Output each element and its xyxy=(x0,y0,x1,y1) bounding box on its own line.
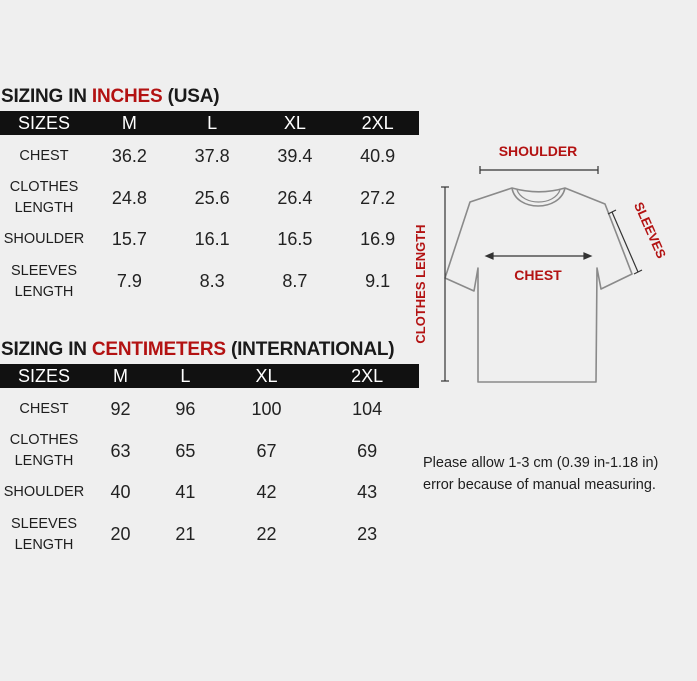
table-cell: 21 xyxy=(175,524,196,544)
row-label: SHOULDER xyxy=(3,484,85,500)
table-cell: 16.9 xyxy=(360,229,396,249)
table-cell: 43 xyxy=(357,482,378,502)
table-cell: 37.8 xyxy=(194,145,230,166)
table-cell: 22 xyxy=(256,524,277,544)
column-header-2xl: 2XL xyxy=(336,111,419,135)
table-cell: 23 xyxy=(357,524,378,544)
table-cell: 41 xyxy=(175,482,196,502)
table-cell: 15.7 xyxy=(111,229,147,249)
table-row-shoulder xyxy=(0,219,419,260)
row-label: SLEEVES LENGTH xyxy=(10,515,78,553)
table-cell: 92 xyxy=(110,398,131,419)
row-label: SLEEVES LENGTH xyxy=(10,262,78,300)
table-cell: 39.4 xyxy=(277,145,313,166)
shoulder-measure-line xyxy=(480,166,598,174)
table-cell: 63 xyxy=(110,440,131,461)
table-cell: 8.3 xyxy=(199,271,225,291)
column-header-xl: XL xyxy=(218,364,315,388)
table-cell: 8.7 xyxy=(282,271,308,291)
clothes-length-measure-line xyxy=(441,187,449,381)
row-label: SHOULDER xyxy=(3,231,85,247)
table-row-chest xyxy=(0,135,419,177)
column-header-sizes: SIZES xyxy=(0,364,88,388)
sleeves-measure-line xyxy=(608,210,642,274)
table-cell: 104 xyxy=(352,398,383,419)
centimeters-section-title: SIZING IN CENTIMETERS (INTERNATIONAL) xyxy=(1,339,395,360)
column-header-l: L xyxy=(171,111,254,135)
inches-section-title: SIZING IN INCHES (USA) xyxy=(1,86,220,107)
row-label: CLOTHES LENGTH xyxy=(9,179,79,216)
chest-label: CHEST xyxy=(514,267,562,283)
table-header-row xyxy=(0,364,419,388)
table-cell: 24.8 xyxy=(111,187,147,208)
sleeves-label: SLEEVES xyxy=(631,199,670,261)
table-cell: 36.2 xyxy=(111,145,147,166)
table-cell: 20 xyxy=(110,524,131,544)
measurement-diagram xyxy=(405,130,697,390)
table-row-clothes-length xyxy=(0,177,419,219)
column-header-sizes: SIZES xyxy=(0,111,88,135)
table-cell: 7.9 xyxy=(116,271,142,291)
table-row-shoulder xyxy=(0,472,419,513)
row-label: CLOTHES LENGTH xyxy=(9,432,79,469)
column-header-xl: XL xyxy=(254,111,337,135)
table-cell: 16.5 xyxy=(277,229,313,249)
table-cell: 40 xyxy=(110,482,131,502)
table-cell: 100 xyxy=(251,398,282,419)
inches-size-table xyxy=(0,111,419,303)
table-row-sleeves-length xyxy=(0,513,419,556)
table-cell: 16.1 xyxy=(194,229,230,249)
centimeters-title-accent: CENTIMETERS xyxy=(91,339,226,360)
table-cell: 27.2 xyxy=(360,187,396,208)
table-row-clothes-length xyxy=(0,430,419,472)
inches-title-accent: INCHES xyxy=(91,86,163,107)
table-cell: 9.1 xyxy=(365,271,391,291)
shoulder-label: SHOULDER xyxy=(498,143,578,159)
chest-measure-arrow xyxy=(486,253,591,259)
measurement-note: Please allow 1-3 cm (0.39 in-1.18 in) error because of manual measuring. xyxy=(423,455,659,493)
table-cell: 96 xyxy=(175,398,196,419)
t-shirt-outline-icon xyxy=(445,188,632,382)
row-label: CHEST xyxy=(19,400,69,417)
table-cell: 26.4 xyxy=(277,187,313,208)
column-header-l: L xyxy=(153,364,218,388)
table-cell: 65 xyxy=(175,440,196,461)
table-cell: 69 xyxy=(357,440,378,461)
table-row-sleeves-length xyxy=(0,260,419,303)
column-header-m: M xyxy=(88,111,171,135)
table-header-row xyxy=(0,111,419,135)
table-cell: 40.9 xyxy=(360,145,396,166)
row-label: CHEST xyxy=(19,147,69,164)
column-header-2xl: 2XL xyxy=(315,364,419,388)
clothes-length-label: CLOTHES LENGTH xyxy=(413,224,428,344)
table-cell: 25.6 xyxy=(194,187,230,208)
centimeters-size-table xyxy=(0,364,419,556)
table-row-chest xyxy=(0,388,419,430)
column-header-m: M xyxy=(88,364,153,388)
table-cell: 67 xyxy=(256,440,277,461)
table-cell: 42 xyxy=(256,482,277,502)
